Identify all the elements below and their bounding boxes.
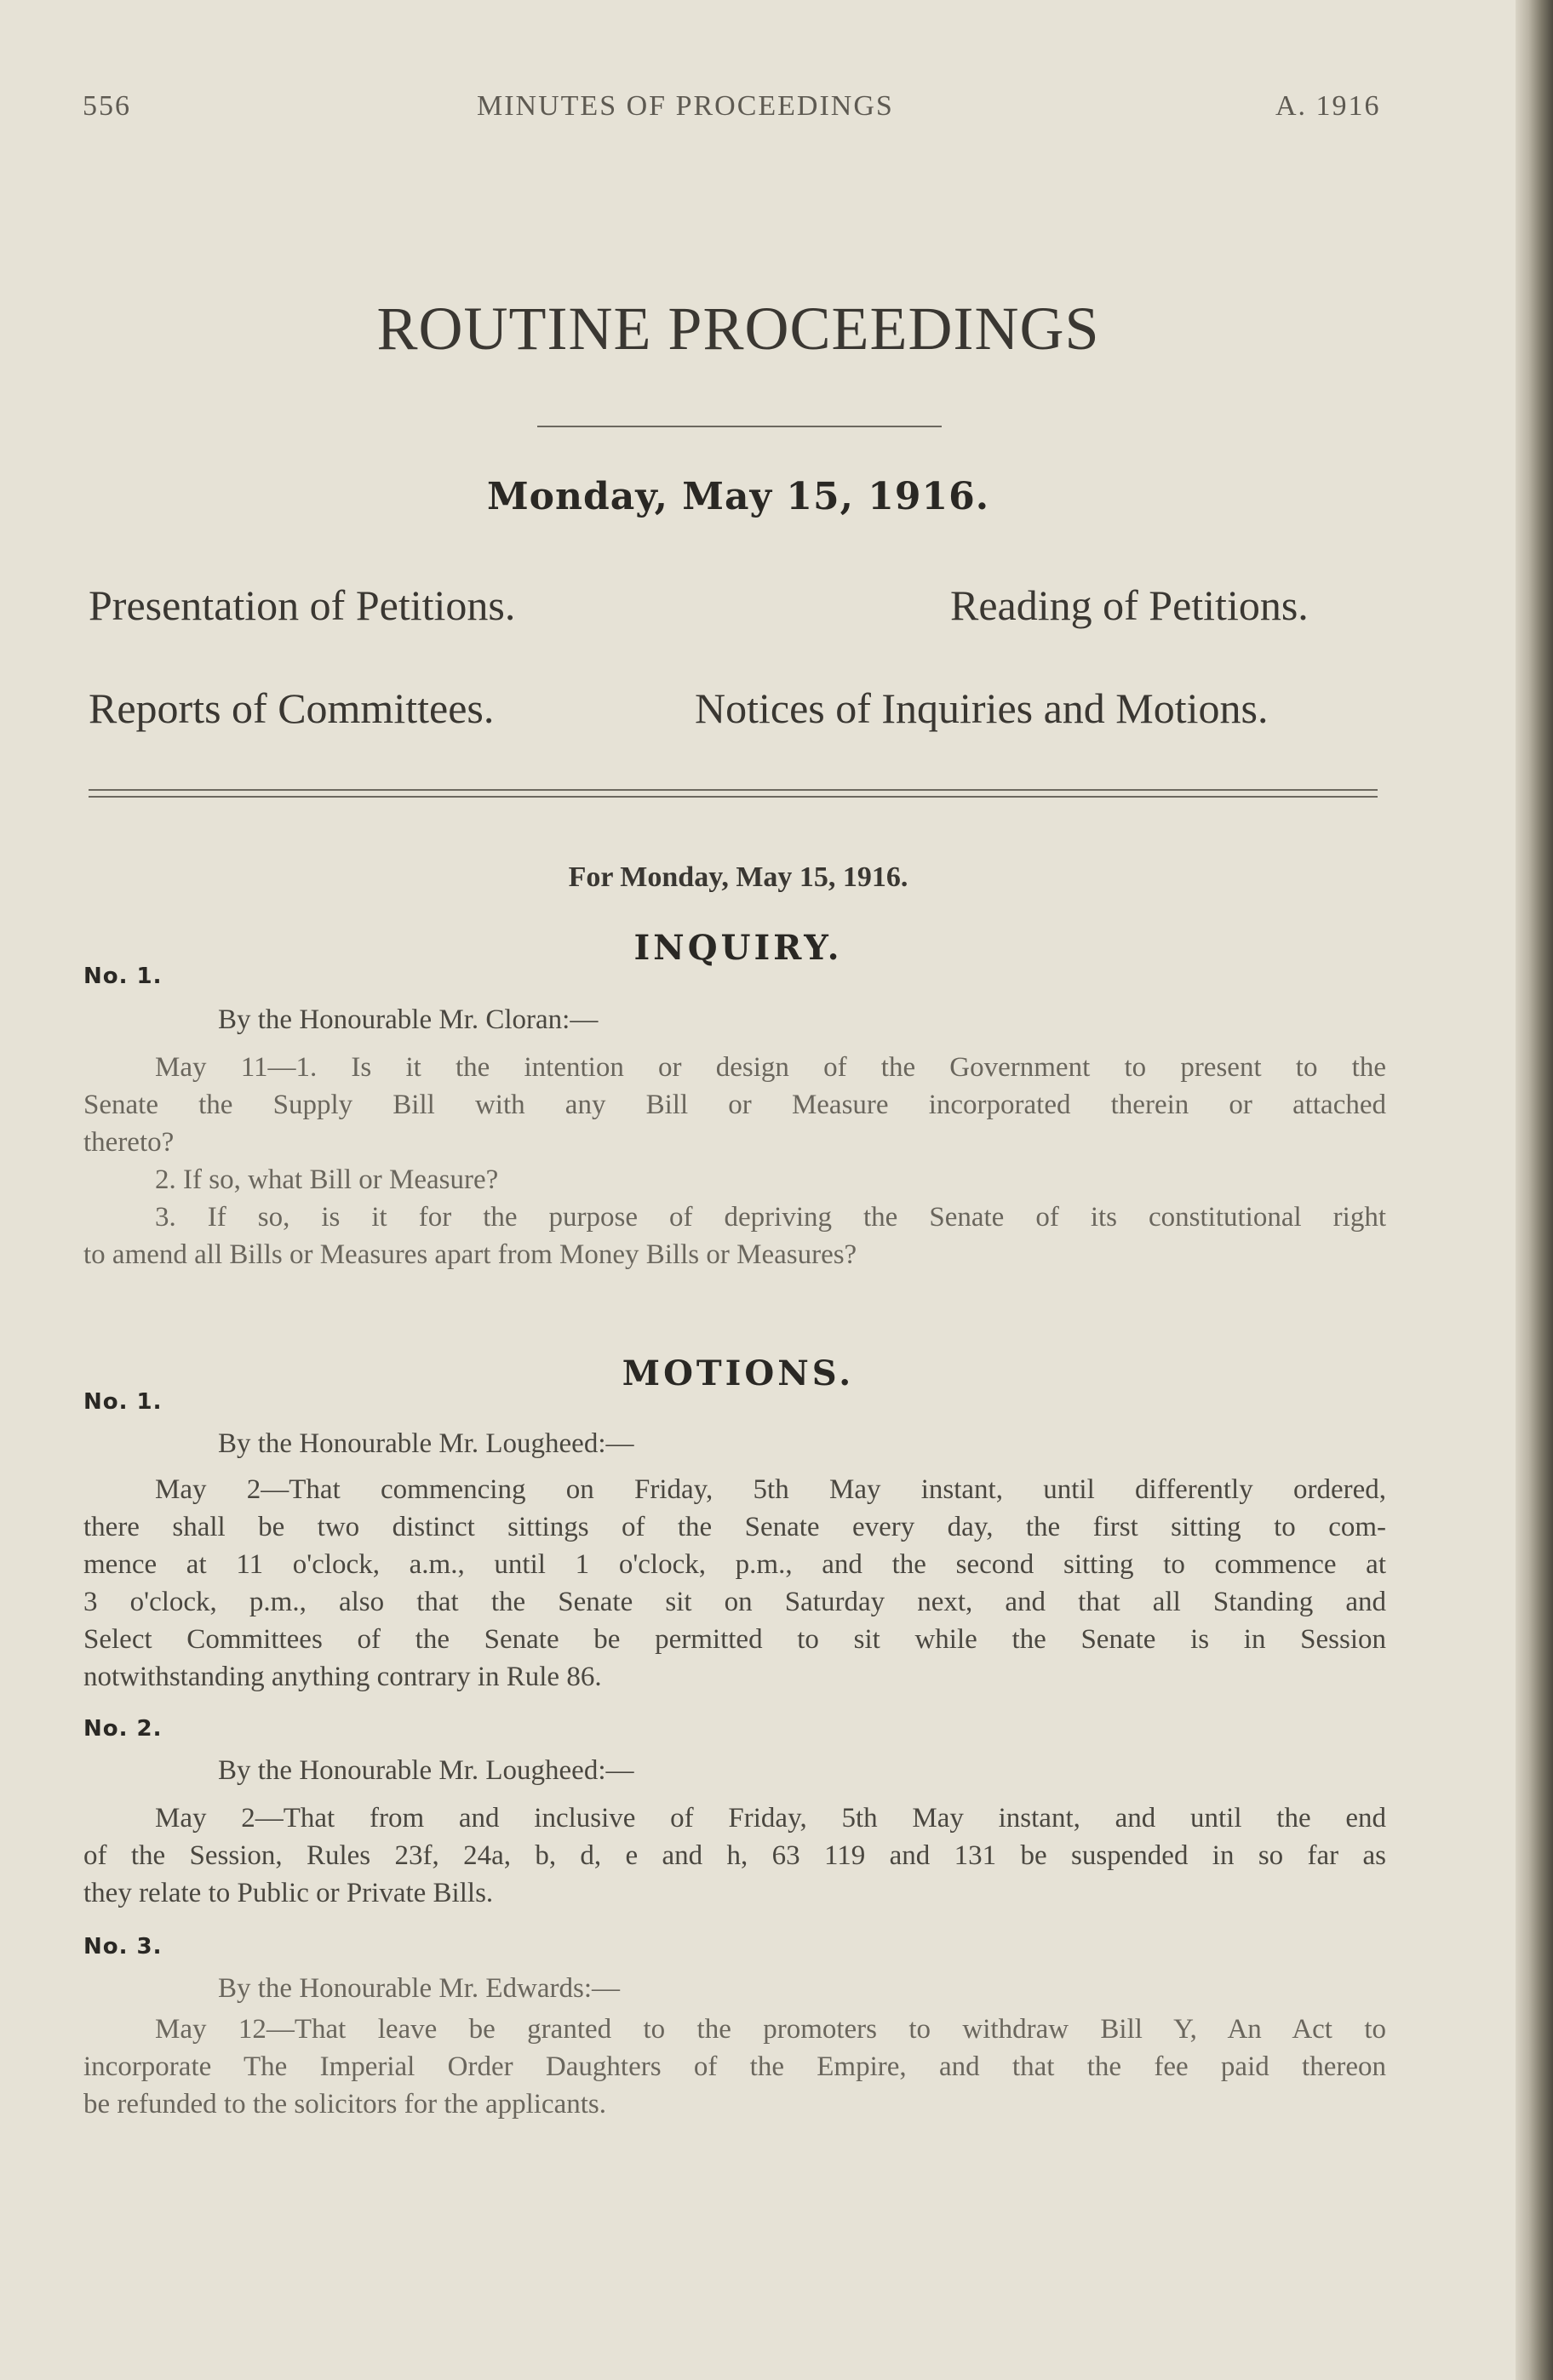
inquiry-line: Senate the Supply Bill with any Bill or Measure incorporated therein or attached bbox=[83, 1090, 1386, 1120]
inquiry-line: thereto? bbox=[83, 1127, 175, 1158]
motion-line: May 2—That from and inclusive of Friday, 5th May instant, and until the end bbox=[155, 1803, 1386, 1834]
motion-line: mence at 11 o'clock, a.m., until 1 o'clock, p.m., and the second sitting to commence at bbox=[83, 1549, 1386, 1580]
motion-line: incorporate The Imperial Order Daughters of the Empire, and that the fee paid thereon bbox=[83, 2051, 1386, 2082]
motion-3-number: No. 3. bbox=[83, 1934, 163, 1959]
inquiry-number: No. 1. bbox=[83, 964, 163, 989]
motion-2-text bbox=[83, 1799, 1386, 1912]
agenda-item-notices-of-inquiries-and-motions: Notices of Inquiries and Motions. bbox=[695, 684, 1269, 732]
inquiry-line: 2. If so, what Bill or Measure? bbox=[155, 1164, 499, 1195]
section-double-rule bbox=[89, 789, 1378, 798]
motion-3-byline: By the Honourable Mr. Edwards:— bbox=[218, 1973, 621, 2004]
inquiry-heading: INQUIRY. bbox=[633, 928, 843, 968]
page-number: 556 bbox=[83, 90, 131, 122]
inquiry-line: to amend all Bills or Measures apart from Money Bills or Measures? bbox=[83, 1239, 857, 1270]
inquiry-byline: By the Honourable Mr. Cloran:— bbox=[218, 1004, 599, 1035]
motions-heading: MOTIONS. bbox=[622, 1353, 855, 1393]
book-spine-shadow bbox=[1516, 0, 1553, 2380]
header-year: A. 1916 bbox=[1275, 90, 1381, 122]
motion-line: there shall be two distinct sittings of the Senate every day, the first sitting to com- bbox=[83, 1512, 1386, 1542]
agenda-item-reports-of-committees: Reports of Committees. bbox=[89, 684, 495, 732]
session-date: Monday, May 15, 1916. bbox=[486, 475, 990, 518]
motion-line: May 12—That leave be granted to the promoters to withdraw Bill Y, An Act to bbox=[155, 2014, 1386, 2045]
motion-line: 3 o'clock, p.m., also that the Senate sit on Saturday next, and that all Standing and bbox=[83, 1587, 1386, 1617]
title-rule bbox=[537, 426, 942, 427]
running-title: MINUTES OF PROCEEDINGS bbox=[477, 90, 894, 122]
motion-1-byline: By the Honourable Mr. Lougheed:— bbox=[218, 1428, 634, 1459]
motion-line: of the Session, Rules 23f, 24a, b, d, e and h, 63 119 and 131 be suspended in so far as bbox=[83, 1840, 1386, 1871]
page-title: ROUTINE PROCEEDINGS bbox=[376, 295, 1100, 363]
motion-line: they relate to Public or Private Bills. bbox=[83, 1878, 494, 1908]
motion-2-byline: By the Honourable Mr. Lougheed:— bbox=[218, 1755, 634, 1786]
for-date-line: For Monday, May 15, 1916. bbox=[568, 861, 908, 893]
motion-line: May 2—That commencing on Friday, 5th May instant, until differently ordered, bbox=[155, 1474, 1386, 1505]
inquiry-line: 3. If so, is it for the purpose of depriving the Senate of its constitutional right bbox=[155, 1202, 1386, 1233]
motion-3-text bbox=[83, 2011, 1386, 2123]
motion-1-number: No. 1. bbox=[83, 1389, 163, 1415]
inquiry-text bbox=[83, 1049, 1386, 1273]
motion-1-text bbox=[83, 1471, 1386, 1696]
motion-line: Select Committees of the Senate be permitted to sit while the Senate is in Session bbox=[83, 1624, 1386, 1655]
motion-2-number: No. 2. bbox=[83, 1716, 163, 1742]
agenda-item-presentation-of-petitions: Presentation of Petitions. bbox=[89, 581, 516, 629]
inquiry-line: May 11—1. Is it the intention or design of the Government to present to the bbox=[155, 1052, 1386, 1083]
motion-line: notwithstanding anything contrary in Rule 86. bbox=[83, 1662, 602, 1692]
agenda-item-reading-of-petitions: Reading of Petitions. bbox=[950, 581, 1309, 629]
motion-line: be refunded to the solicitors for the applicants. bbox=[83, 2089, 606, 2120]
